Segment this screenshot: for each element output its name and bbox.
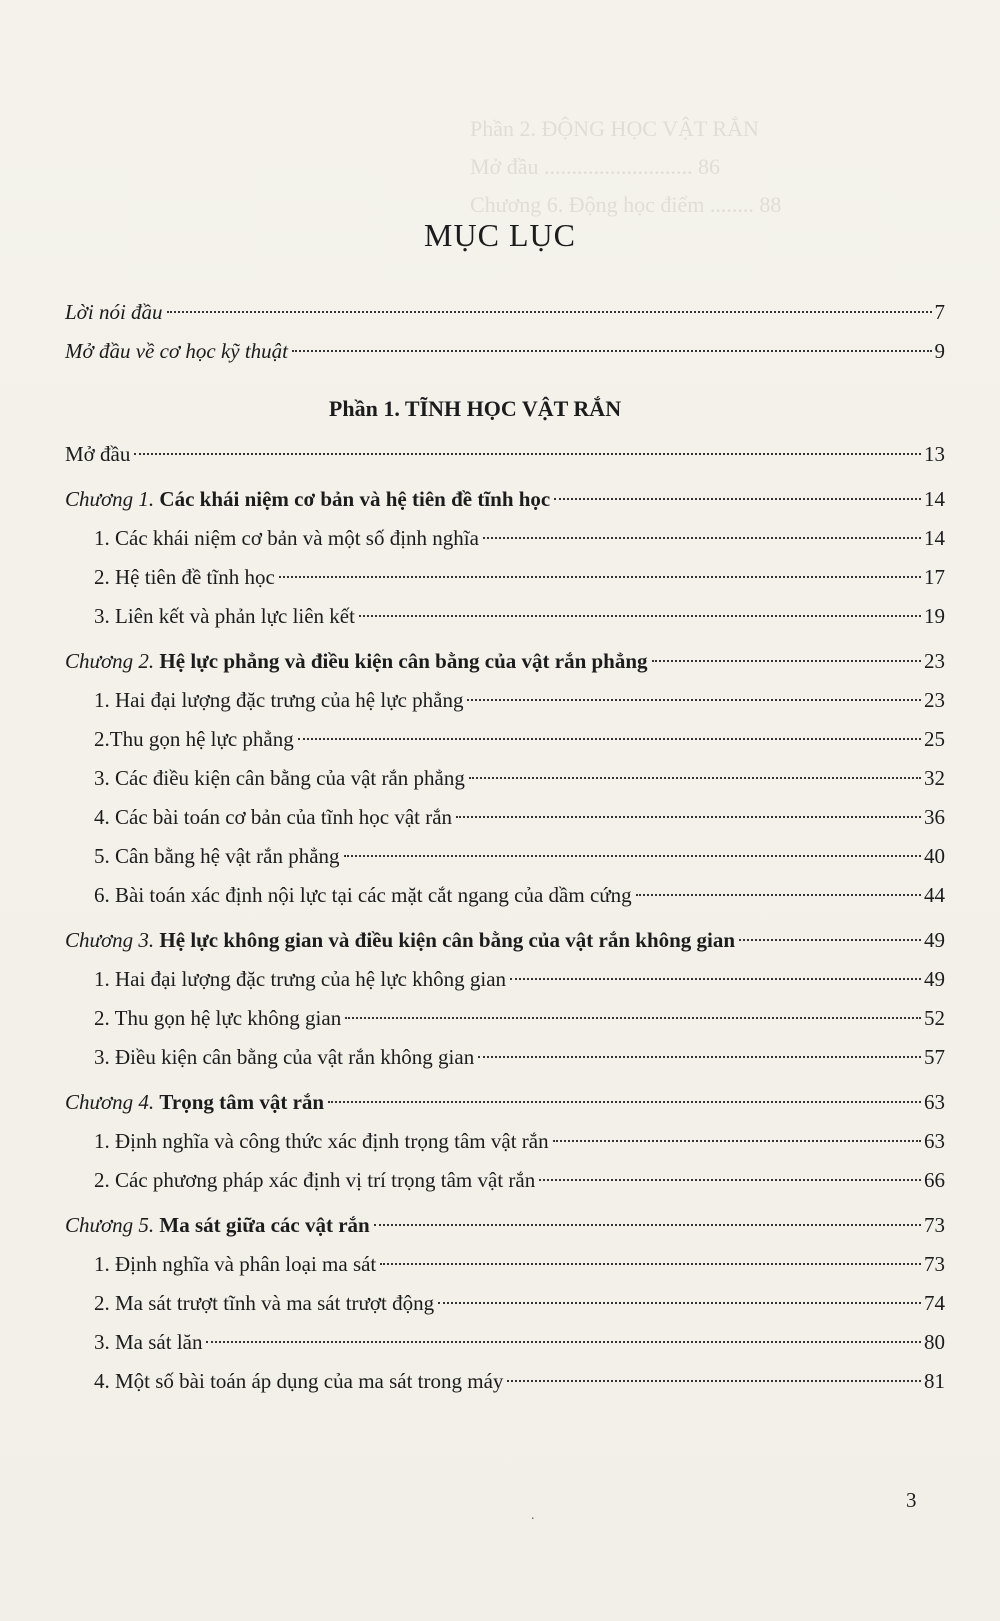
toc-entry-preface[interactable]: Lời nói đầu 7 [65,293,945,332]
toc-section[interactable]: 1. Định nghĩa và phân loại ma sát 73 [94,1252,945,1276]
print-mark: . [531,1508,535,1523]
toc-entry-part-intro[interactable]: Mở đầu 13 [65,435,945,474]
leader-dots [456,816,921,818]
leader-dots [636,894,921,896]
leader-dots [478,1056,921,1058]
page-number: 63 [924,1090,945,1114]
toc-section[interactable]: 1. Hai đại lượng đặc trưng của hệ lực không gian 49 [94,967,945,991]
toc-chapter-3[interactable]: Chương 3. Hệ lực không gian và điều kiện cân bằng của vật rắn không gian 49 [65,921,945,960]
leader-dots [206,1341,921,1343]
toc-section[interactable]: 5. Cân bằng hệ vật rắn phẳng 40 [94,844,945,868]
toc-entry-introduction[interactable]: Mở đầu về cơ học kỹ thuật 9 [65,332,945,371]
page-number: 73 [924,1213,945,1237]
leader-dots [539,1179,921,1181]
leader-dots [167,311,932,313]
leader-dots [652,660,921,662]
toc-chapter-5[interactable]: Chương 5. Ma sát giữa các vật rắn 73 [65,1206,945,1245]
leader-dots [469,777,921,779]
page-number: 13 [924,442,945,466]
leader-dots [554,498,921,500]
leader-dots [134,453,921,455]
toc-section[interactable]: 1. Hai đại lượng đặc trưng của hệ lực phẳng 23 [94,688,945,712]
table-of-contents [65,293,945,1401]
toc-chapter-1[interactable]: Chương 1. Các khái niệm cơ bản và hệ tiên đề tĩnh học 14 [65,480,945,519]
toc-section[interactable]: 2. Các phương pháp xác định vị trí trọng tâm vật rắn 66 [94,1168,945,1192]
toc-chapter-4[interactable]: Chương 4. Trọng tâm vật rắn 63 [65,1083,945,1122]
leader-dots [510,978,921,980]
leader-dots [359,615,921,617]
leader-dots [292,350,931,352]
folio-page-number: 3 [906,1488,917,1512]
leader-dots [438,1302,921,1304]
toc-section[interactable]: 2.Thu gọn hệ lực phẳng 25 [94,727,945,751]
part-heading: Phần 1. TĨNH HỌC VẬT RẮN [328,396,622,421]
toc-section[interactable]: 4. Các bài toán cơ bản của tĩnh học vật rắn 36 [94,805,945,829]
leader-dots [298,738,921,740]
page-number: 14 [924,487,945,511]
toc-section[interactable]: 6. Bài toán xác định nội lực tại các mặt cắt ngang của dầm cứng 44 [94,883,945,907]
leader-dots [507,1380,921,1382]
leader-dots [374,1224,921,1226]
leader-dots [344,855,921,857]
toc-section[interactable]: 1. Các khái niệm cơ bản và một số định nghĩa 14 [94,526,945,550]
leader-dots [345,1017,921,1019]
toc-section[interactable]: 3. Ma sát lăn 80 [94,1330,945,1354]
leader-dots [467,699,921,701]
leader-dots [328,1101,921,1103]
leader-dots [483,537,921,539]
page-number: 7 [934,300,945,324]
toc-section[interactable]: 3. Các điều kiện cân bằng của vật rắn phẳng 32 [94,766,945,790]
toc-section[interactable]: 2. Ma sát trượt tĩnh và ma sát trượt động 74 [94,1291,945,1315]
page-number: 23 [924,649,945,673]
bleed-through-text: Phần 2. ĐỘNG HỌC VẬT RẮN Mở đầu ........................... 86 Chương 6. Động học điểm ........ 88 [470,116,782,217]
page-number: 9 [934,339,945,363]
toc-chapter-2[interactable]: Chương 2. Hệ lực phẳng và điều kiện cân bằng của vật rắn phẳng 23 [65,642,945,681]
toc-section[interactable]: 2. Thu gọn hệ lực không gian 52 [94,1006,945,1030]
page-title: MỤC LỤC [424,217,576,254]
toc-section[interactable]: 1. Định nghĩa và công thức xác định trọng tâm vật rắn 63 [94,1129,945,1153]
toc-section[interactable]: 2. Hệ tiên đề tĩnh học 17 [94,565,945,589]
leader-dots [279,576,921,578]
page-number: 49 [924,928,945,952]
toc-section[interactable]: 3. Liên kết và phản lực liên kết 19 [94,604,945,628]
toc-section[interactable]: 3. Điều kiện cân bằng của vật rắn không gian 57 [94,1045,945,1069]
leader-dots [380,1263,921,1265]
leader-dots [739,939,921,941]
leader-dots [553,1140,921,1142]
toc-section[interactable]: 4. Một số bài toán áp dụng của ma sát trong máy 81 [94,1369,945,1393]
